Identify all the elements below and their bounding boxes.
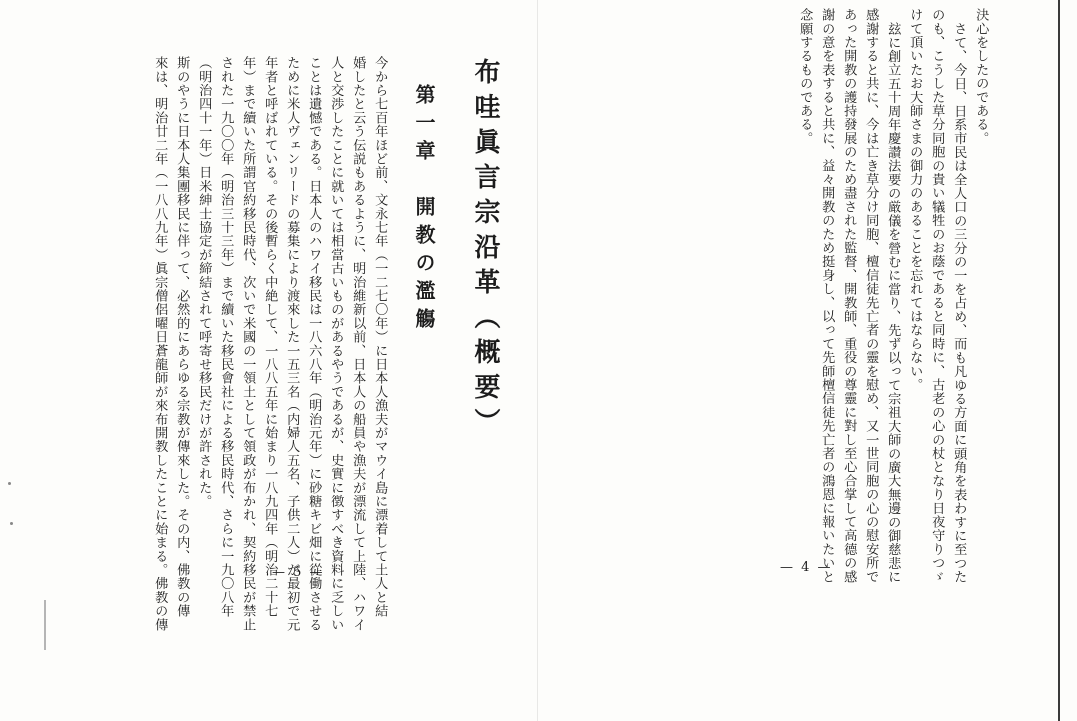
right-page	[538, 0, 1077, 721]
page-number: — 5 —	[272, 565, 325, 580]
text-column: 今から七百年ほど前、文永七年（一二七〇年）に日本人漁夫がマウイ島に漂着して土人と結	[372, 56, 388, 618]
text-column: 來は、明治廿二年（一八八九年）眞宗僧侶曜日蒼龍師が來布開教したことに始まる。佛教の傳	[152, 56, 168, 632]
text-column: さて、今日、日系市民は全人口の三分の一を占め、而も凡ゆる方面に頭角を表わすに至つた	[951, 22, 967, 584]
text-column: （明治四十一年）日米紳士協定が締結されて呼寄せ移民だけが許された。	[196, 56, 212, 509]
text-column: 玆に創立五十周年慶讃法要の厳儀を營むに當り、先ず以って宗祖大師の廣大無邊の御慈悲に	[885, 22, 901, 584]
text-column: 謝の意を表すると共に、益々開教のため挺身し、以って先師檀信徒先亡者の鴻恩に報いたいと	[819, 8, 835, 584]
page-number: — 4 —	[780, 560, 833, 575]
left-page	[0, 0, 538, 721]
text-column: 人と交渉したことに就いては相當古いものがあるやうであるが、史實に徴すべき資料に乏しい	[328, 56, 344, 632]
text-column: 決心をしたのである。	[973, 8, 989, 145]
scan-speck	[8, 482, 11, 485]
text-column: された一九〇〇年（明治三十三年）まで續いた移民會社による移民時代、さらに一九〇八年	[218, 56, 234, 618]
text-column: 婚したと云う伝説もあるように、明治維新以前、日本人の船員や漁夫が漂流して上陸、ハワイ	[350, 56, 366, 632]
text-column: のも、こうした草分同胞の貴い犠牲のお蔭であると同時に、古老の心の杖となり日夜守りつゞ	[929, 8, 945, 584]
text-column: ことは遺憾である。日本人のハワイ移民は一八六八年（明治元年）に砂糖キビ畑に從働させる	[306, 56, 322, 632]
text-column: 念願するものである。	[797, 8, 813, 145]
text-column: あった開教の護持發展のため盡された監督、開教師、重役の尊靈に對し至心合掌して高德の感	[841, 8, 857, 584]
text-column: 感謝すると共に、今は亡き草分け同胞、檀信徒先亡者の靈を慰め、又一世同胞の心の慰安所で	[863, 8, 879, 584]
scan-right-edge	[1058, 0, 1060, 721]
text-column: けて頂いたお大師さまの御力のあることを忘れてはならない。	[907, 8, 923, 392]
text-column: 年）まで續いた所謂官約移民時代、次いで米國の一領土として領政が布かれ、契約移民が禁止	[240, 56, 256, 632]
document-title: 布哇眞言宗沿革（概要）	[470, 58, 500, 443]
scan-speck	[10, 522, 13, 525]
scan-edge-mark	[44, 600, 46, 650]
text-column: 年者と呼ばれている。その後暫らく中絶して、一八八五年に始まり一八九四年（明治二十七	[262, 56, 278, 618]
text-column: 斯のやうに日本人集團移民に伴って、必然的にあらゆる宗教が傳來した。その内、佛教の傳	[174, 56, 190, 618]
chapter-heading: 第一章 開教の濫觴	[412, 84, 436, 336]
text-column: ために米人ヴェンリードの募集により渡來した一五三名（内婦人五名、子供二人）が最初で元	[284, 56, 300, 632]
